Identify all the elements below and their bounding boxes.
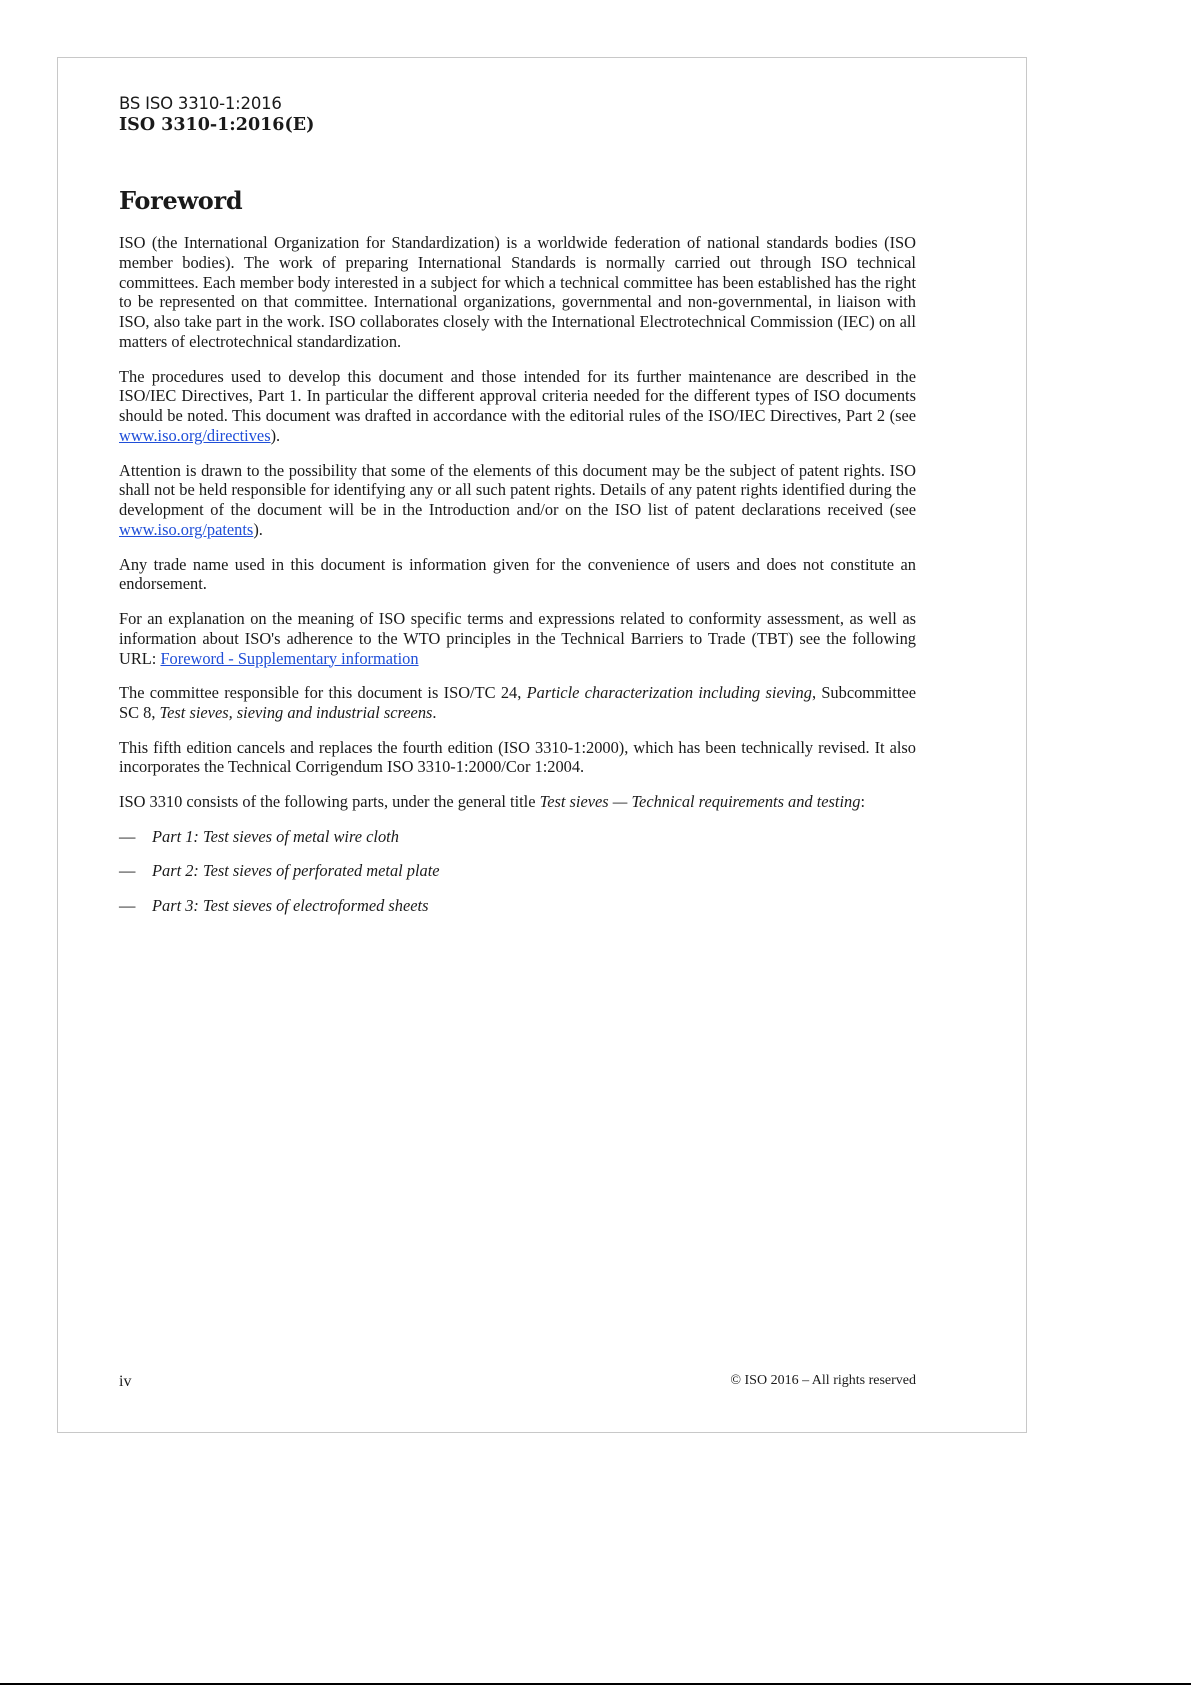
paragraph-parts-intro-c: :	[860, 791, 865, 811]
copyright-notice: © ISO 2016 – All rights reserved	[730, 1373, 916, 1388]
dash-bullet: —	[119, 895, 136, 915]
paragraph-conformity	[119, 609, 916, 668]
general-title: Test sieves — Technical requirements and testing	[539, 791, 861, 811]
paragraph-committee-a: The committee responsible for this document is ISO/TC 24,	[119, 683, 527, 703]
list-item	[119, 861, 916, 881]
paragraph-patents-end: ).	[253, 519, 263, 539]
iso-standard-code: ISO 3310-1:2016(E)	[119, 115, 315, 135]
subcommittee-title: Test sieves, sieving and industrial screens	[159, 702, 433, 722]
bs-standard-code: BS ISO 3310-1:2016	[119, 94, 282, 113]
paragraph-patents	[119, 461, 916, 540]
paragraph-procedures-text: The procedures used to develop this document and those intended for its further maintenance are described in the ISO/IEC Directives, Part 1. In particular the different approval criteria needed for the different types of ISO documents should be noted. This document was drafted in accordance with the editorial rules of the ISO/IEC Directives, Part 2 (see	[119, 366, 916, 426]
paragraph-iso-intro: ISO (the International Organization for Standardization) is a worldwide federation of national standards bodies (ISO member bodies). The work of preparing International Standards is normally carried out through ISO technical committees. Each member body interested in a subject for which a technical committee has been established has the right to be represented on that committee. International organizations, governmental and non-governmental, in liaison with ISO, also take part in the work. ISO collaborates closely with the International Electrotechnical Commission (IEC) on all matters of electrotechnical standardization.	[119, 233, 916, 351]
foreword-body	[119, 233, 916, 930]
paragraph-patents-text: Attention is drawn to the possibility that some of the elements of this document may be the subject of patent rights. ISO shall not be held responsible for identifying any or all such patent rights. Details of any patent rights identified during the development of the document will be in the Introduction and/or on the ISO list of patent declarations received (see	[119, 460, 916, 520]
paragraph-procedures	[119, 367, 916, 446]
page-title: Foreword	[119, 186, 243, 215]
document-page	[57, 57, 1027, 1433]
paragraph-committee	[119, 683, 916, 723]
paragraph-procedures-end: ).	[270, 425, 281, 445]
directives-link[interactable]: www.iso.org/directives	[119, 425, 271, 445]
list-item	[119, 827, 916, 847]
dash-bullet: —	[119, 861, 136, 881]
page-content	[119, 94, 916, 215]
paragraph-conformity-text: For an explanation on the meaning of ISO specific terms and expressions related to conformity assessment, as well as information about ISO's adherence to the WTO principles in the Technical Barriers to Trade (TBT) see the following URL:	[119, 608, 916, 668]
paragraph-trade-name: Any trade name used in this document is information given for the convenience of users and does not constitute an endorsement.	[119, 554, 916, 594]
page-number: iv	[119, 1373, 132, 1390]
committee-title: Particle characterization including sieving	[526, 683, 812, 703]
paragraph-committee-c: , Subcommittee SC 8,	[119, 683, 917, 722]
patents-link[interactable]: www.iso.org/patents	[119, 519, 254, 539]
part-title: Part 1: Test sieves of metal wire cloth	[152, 826, 399, 846]
paragraph-edition: This fifth edition cancels and replaces the fourth edition (ISO 3310-1:2000), which has been technically revised. It also incorporates the Technical Corrigendum ISO 3310-1:2000/Cor 1:2004.	[119, 737, 916, 777]
paragraph-parts-intro	[119, 792, 916, 812]
part-title: Part 2: Test sieves of perforated metal plate	[152, 861, 440, 881]
supplementary-info-link[interactable]: Foreword - Supplementary information	[160, 648, 419, 668]
paragraph-committee-e: .	[432, 702, 437, 722]
paragraph-parts-intro-a: ISO 3310 consists of the following parts, under the general title	[119, 791, 540, 811]
part-title: Part 3: Test sieves of electroformed sheets	[152, 895, 429, 915]
list-item	[119, 896, 916, 916]
dash-bullet: —	[119, 826, 136, 846]
